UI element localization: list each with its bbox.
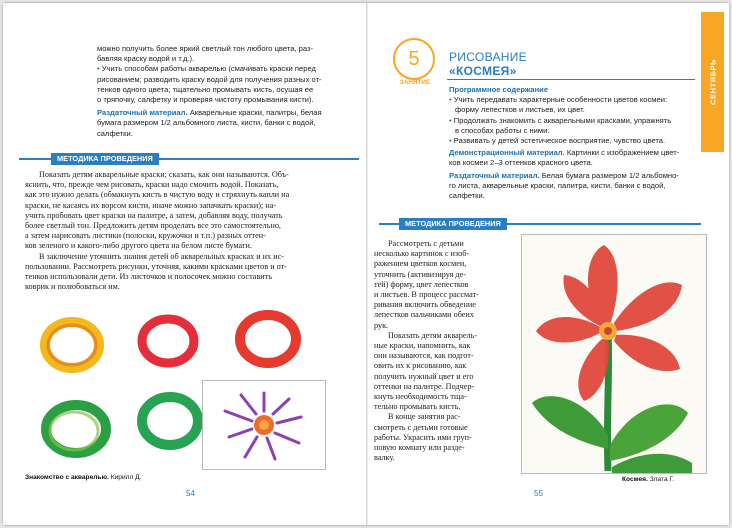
method-line: овить их к рисованию, как: [374, 361, 467, 371]
method-line: работы. Украсить ими груп-: [374, 432, 472, 442]
left-method-header: МЕТОДИКА ПРОВЕДЕНИЯ: [51, 153, 159, 165]
left-caption: Знакомство с акварелью. Кирилл Д.: [25, 474, 142, 481]
right-artwork-cosmos: [521, 234, 707, 474]
materials-label: Раздаточный материал.: [97, 108, 188, 118]
materials-line: салфетки.: [97, 128, 133, 138]
left-intro: [97, 44, 357, 139]
materials-line: Раздаточный материал. Акварельные краски, палитры, белая: [97, 108, 322, 118]
method-line: коврик и полюбоваться им.: [25, 282, 120, 292]
handout-label: Раздаточный материал.: [449, 170, 540, 180]
left-method-band: [19, 153, 359, 165]
program-item: • Продолжать знакомить с акварельными красками, упражнять: [449, 115, 672, 125]
lesson-title: «КОСМЕЯ»: [449, 64, 517, 78]
left-page-number: 54: [186, 489, 195, 498]
topic: РИСОВАНИЕ: [449, 50, 527, 64]
intro-line: можно получить более яркий светлый тон любого цвета, раз-: [97, 44, 314, 53]
method-line: оттенки на палитре. Подчер-: [374, 381, 475, 391]
method-line: несколько картинок с изоб-: [374, 249, 470, 259]
left-artwork-sun: [202, 380, 326, 470]
method-line: Показать детям акварель-: [388, 330, 478, 340]
method-line: как это нужно делать (обмакнуть кисть в чистую воду и стряхнуть капли на: [25, 190, 290, 200]
materials-line: бумага размером 1/2 альбомного листа, кисти, банки с водой,: [97, 118, 316, 128]
title-underline: [447, 79, 695, 80]
method-line: яснить, что, прежде чем рисовать, краски надо смочить водой. Показать,: [25, 180, 279, 190]
right-method-header: МЕТОДИКА ПРОВЕДЕНИЯ: [399, 218, 507, 230]
method-line: пользовании. Рассмотреть рисунки, уточняя, какими красками цветов и от-: [25, 261, 287, 271]
handout-line: салфетки.: [449, 191, 485, 201]
method-line: а затем нарисовать листики (полоски, кружочки и т.п.) разных оттен-: [25, 231, 266, 241]
bullet-icon: •: [449, 115, 454, 125]
method-line: и листьев. В процесс рассмат-: [374, 290, 479, 300]
lesson-badge: [393, 38, 435, 80]
right-method-text: [374, 239, 518, 463]
program-item: • Развивать у детей эстетическое восприятие, чувство цвета.: [449, 136, 666, 146]
method-line: повую комнату или разде-: [374, 443, 465, 453]
demo-line: Демонстрационный материал. Картинки с изображением цвет-: [449, 148, 680, 158]
program-item: • Учить передавать характерные особенности цветов космеи:: [449, 95, 668, 105]
method-line: получить нужный цвет и его: [374, 371, 474, 381]
bullet-icon: •: [449, 136, 454, 146]
method-line: тельно промывать кисть.: [374, 402, 461, 412]
method-line: ков зеленого и какого-либо другого цвета на белом листе бумаги.: [25, 241, 252, 251]
method-line: В конце занятия рас-: [388, 412, 461, 422]
method-line: рук.: [374, 320, 389, 330]
bullet-icon: •: [449, 95, 454, 105]
bullet-line: тенков одного цвета; тщательно промывать кисть, осушая ее: [97, 84, 314, 94]
method-line: В заключение уточнить знания детей об акварельных красках и их ис-: [39, 251, 284, 261]
method-line: валку.: [374, 453, 395, 463]
book-spread: [3, 3, 729, 525]
method-line: тей) форму, цвет лепестков: [374, 279, 469, 289]
handout-line: го листа, акварельные краски, палитра, кисти, банки с водой,: [449, 180, 666, 190]
right-page-number: 55: [534, 489, 543, 498]
right-program: [449, 85, 699, 201]
method-line: смотреть с детьми готовые: [374, 422, 468, 432]
method-line: учить пробовать цвет краски на палитре, а затем, добавляя воду, получать: [25, 210, 283, 220]
method-line: ные краски, напомнить, как: [374, 341, 471, 351]
demo-line: ков космеи 2–3 оттенков красного цвета.: [449, 158, 593, 168]
demo-label: Демонстрационный материал.: [449, 148, 565, 158]
cosmos-painting: [522, 235, 706, 473]
program-item-line: в способах работы с ними.: [455, 125, 550, 135]
method-line: ражением цветков космеи,: [374, 259, 467, 269]
program-header: Программное содержание: [449, 85, 549, 94]
program-item-line: форму лепестков и листьев, их цвет.: [455, 105, 585, 115]
bullet-line: о тряпочку, салфетку и проверяя чистоту промывания кисти).: [97, 95, 314, 105]
handout-line: Раздаточный материал. Белая бумага размером 1/2 альбомно-: [449, 170, 679, 180]
method-line: они называются, как подгот-: [374, 351, 474, 361]
bullet-item: • Учить способам работы акварелью (смачивать краски перед: [97, 64, 316, 74]
method-line: кнуть необходимость тща-: [374, 392, 467, 402]
intro-line: бавляя краску водой и т.д.).: [97, 54, 195, 64]
method-line: тенков использовали дети. Из листочков и полосочек можно составить: [25, 272, 272, 282]
bullet-icon: •: [97, 64, 102, 74]
method-line: краски, не касаясь их ворсом кисти, иначе можно запачкать краски); на-: [25, 200, 277, 210]
lesson-label: ЗАНЯТИЕ: [399, 79, 431, 86]
page-gutter: [366, 3, 368, 525]
method-line: уточнить (активизируя де-: [374, 269, 466, 279]
bullet-line: рисованием; разводить краску водой для получения разных от-: [97, 74, 322, 84]
right-caption: Космея. Злата Г.: [622, 476, 675, 483]
month-tab: СЕНТЯБРЬ: [701, 12, 724, 152]
sun-painting: [203, 381, 325, 469]
right-method-band: [379, 218, 701, 230]
method-line: лепестков пальчиками обеих: [374, 310, 474, 320]
method-line: Показать детям акварельные краски; сказать, как они называются. Объ-: [39, 170, 289, 179]
method-line: более светлый тон. Предложить детям проделать все это самостоятельно,: [25, 221, 281, 231]
left-method-text: [25, 170, 355, 292]
method-line: Рассмотреть с детьми: [388, 239, 464, 248]
lesson-number: 5: [408, 48, 420, 70]
method-line: ривания включить обведение: [374, 300, 476, 310]
